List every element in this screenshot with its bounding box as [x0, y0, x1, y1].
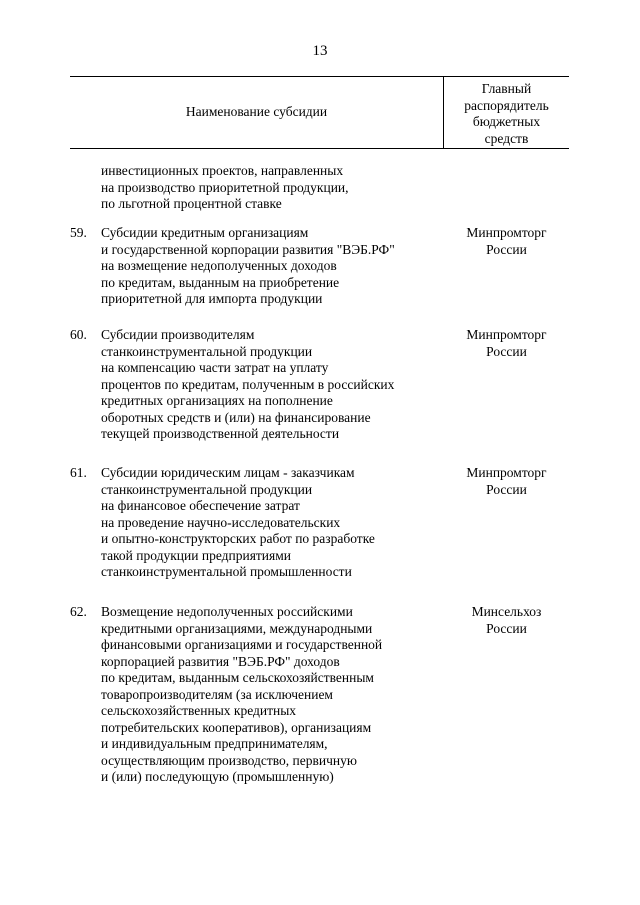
- text-line: и опытно-конструкторских работ по разработке: [101, 531, 375, 546]
- owner-line: России: [486, 343, 527, 359]
- owner-line: России: [486, 241, 527, 257]
- text-line: станкоинструментальной продукции: [101, 343, 313, 359]
- entry-number: 60.: [70, 327, 87, 342]
- column-header-line: бюджетных: [472, 114, 541, 129]
- entry-budget-manager: [444, 327, 569, 360]
- entry-text: [101, 465, 375, 581]
- text-line: процентов по кредитам, полученным в российских: [101, 376, 395, 392]
- text-line: по льготной процентной ставке: [101, 196, 282, 211]
- entry-text: [101, 225, 395, 308]
- text-line: Возмещение недополученных российскими: [101, 604, 353, 619]
- text-line: на финансовое обеспечение затрат: [101, 498, 300, 513]
- entry-number: 59.: [70, 225, 87, 240]
- text-line: Субсидии кредитным организациям: [101, 225, 309, 240]
- column-header-budget-manager: [444, 81, 569, 147]
- text-line: такой продукции предприятиями: [101, 547, 292, 563]
- text-line: товаропроизводителям (за исключением: [101, 686, 333, 702]
- text-line: кредитными организациями, международными: [101, 620, 373, 636]
- owner-line: Минпромторг: [466, 327, 547, 342]
- text-line: Субсидии юридическим лицам - заказчикам: [101, 465, 355, 480]
- owner-line: России: [486, 620, 527, 636]
- text-line: по кредитам, выданным на приобретение: [101, 274, 340, 290]
- text-line: на проведение научно-исследовательских: [101, 514, 341, 530]
- text-line: и индивидуальным предпринимателям,: [101, 736, 328, 751]
- text-line: инвестиционных проектов, направленных: [101, 163, 344, 178]
- column-header-line: распорядитель: [464, 97, 549, 113]
- text-line: корпорацией развития "ВЭБ.РФ" доходов: [101, 653, 340, 669]
- entry-number: 62.: [70, 604, 87, 619]
- text-line: потребительских кооперативов), организациям: [101, 719, 372, 735]
- text-line: кредитных организациях на пополнение: [101, 393, 333, 408]
- text-line: оборотных средств и (или) на финансирование: [101, 409, 371, 425]
- page-number: 13: [312, 43, 328, 59]
- entry-number: 61.: [70, 465, 87, 480]
- table-header-bottom-rule: [70, 148, 569, 149]
- text-line: на производство приоритетной продукции,: [101, 179, 349, 195]
- column-header-line: Главный: [481, 81, 532, 96]
- entry-budget-manager: [444, 604, 569, 637]
- owner-line: России: [486, 481, 527, 497]
- text-line: текущей производственной деятельности: [101, 426, 340, 441]
- continued-entry-text: [101, 163, 349, 213]
- owner-line: Минпромторг: [466, 225, 547, 240]
- text-line: на возмещение недополученных доходов: [101, 258, 337, 273]
- owner-line: Минпромторг: [466, 465, 547, 480]
- text-line: по кредитам, выданным сельскохозяйственным: [101, 670, 374, 685]
- table-header-top-rule: [70, 76, 569, 77]
- text-line: и государственной корпорации развития "ВЭБ.РФ": [101, 241, 395, 257]
- text-line: Субсидии производителям: [101, 327, 255, 342]
- entry-budget-manager: [444, 465, 569, 498]
- column-header-subsidy-name: Наименование субсидии: [185, 104, 328, 119]
- text-line: финансовыми организациями и государственной: [101, 637, 383, 652]
- text-line: сельскохозяйственных кредитных: [101, 703, 297, 718]
- text-line: станкоинструментальной промышленности: [101, 564, 352, 579]
- entry-text: [101, 327, 394, 443]
- entry-budget-manager: [444, 225, 569, 258]
- column-header-line: средств: [484, 130, 529, 146]
- text-line: и (или) последующую (промышленную): [101, 769, 334, 784]
- text-line: осуществляющим производство, первичную: [101, 752, 357, 768]
- text-line: на компенсацию части затрат на уплату: [101, 360, 329, 375]
- entry-text: [101, 604, 382, 786]
- owner-line: Минсельхоз: [471, 604, 542, 619]
- text-line: приоритетной для импорта продукции: [101, 291, 323, 306]
- text-line: станкоинструментальной продукции: [101, 481, 313, 497]
